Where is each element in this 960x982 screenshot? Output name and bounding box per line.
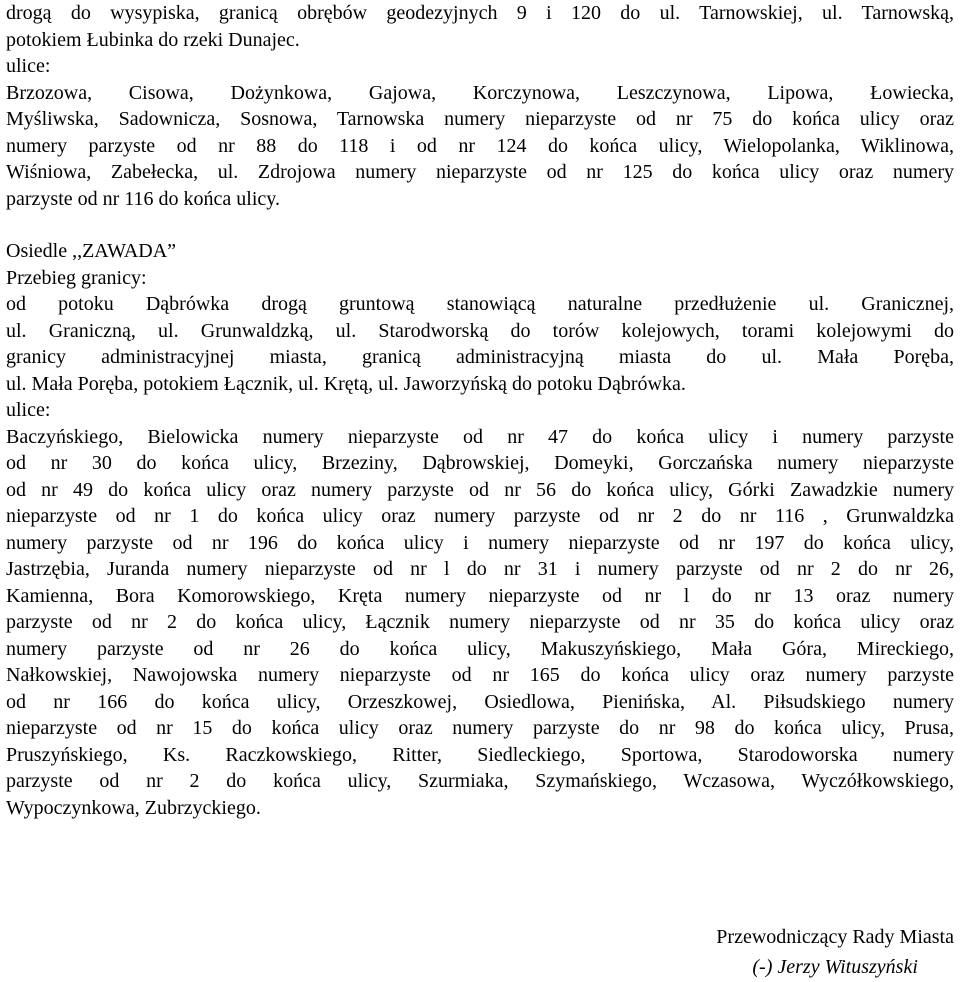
streets-line: od nr 49 do końca ulicy oraz numery parzyste od nr 56 do końca ulicy, Górki Zawadzkie numery: [6, 478, 954, 501]
streets-line: Jastrzębia, Juranda numery nieparzyste od nr l do nr 31 i numery parzyste od nr 2 do nr 26,: [6, 558, 954, 580]
document-page: [6, 0, 954, 821]
streets-line: parzyste od nr 2 do końca ulicy, Szurmiaka, Szymańskiego, Wczasowa, Wyczółkowskiego,: [6, 770, 954, 792]
streets-line: numery parzyste od nr 196 do końca ulicy i numery nieparzyste od nr 197 do końca ulicy,: [6, 531, 954, 554]
signature-block: [716, 922, 954, 982]
streets-line: parzyste od nr 116 do końca ulicy.: [6, 187, 280, 210]
streets-line: Nałkowskiej, Nawojowska numery nieparzyste od nr 165 do końca ulicy oraz numery parzyste: [6, 664, 954, 686]
streets-line: nieparzyste od nr 1 do końca ulicy oraz numery parzyste od nr 2 do nr 116 , Grunwaldzka: [6, 505, 954, 527]
boundary-line: drogą do wysypiska, granicą obrębów geodezyjnych 9 i 120 do ul. Tarnowskiej, ul. Tarnowską,: [6, 2, 954, 24]
signature-name: (-) Jerzy Wituszyński: [752, 956, 918, 978]
streets-line: od nr 166 do końca ulicy, Orzeszkowej, Osiedlowa, Pienińska, Al. Piłsudskiego numery: [6, 690, 954, 713]
signature-title: Przewodniczący Rady Miasta: [716, 926, 954, 948]
streets-line: Baczyńskiego, Bielowicka numery nieparzyste od nr 47 do końca ulicy i numery parzyste: [6, 425, 954, 448]
streets-line: Kamienna, Bora Komorowskiego, Kręta numery nieparzyste od nr l do nr 13 oraz numery: [6, 584, 954, 607]
boundary-line: ul. Mała Poręba, potokiem Łącznik, ul. Krętą, ul. Jaworzyńską do potoku Dąbrówka.: [6, 372, 686, 395]
boundary-line: granicy administracyjnej miasta, granicą administracyjną miasta do ul. Mała Poręba,: [6, 346, 954, 368]
streets-line: Wypoczynkowa, Zubrzyckiego.: [6, 796, 261, 819]
streets-line: Wiśniowa, Zabełecka, ul. Zdrojowa numery nieparzyste od nr 125 do końca ulicy oraz numery: [6, 161, 954, 183]
streets-line: Brzozowa, Cisowa, Dożynkowa, Gajowa, Korczynowa, Leszczynowa, Lipowa, Łowiecka,: [6, 81, 954, 104]
section-heading: Osiedle ,,ZAWADA”: [6, 240, 177, 262]
streets-label: ulice:: [6, 55, 51, 77]
streets-line: od nr 30 do końca ulicy, Brzeziny, Dąbrowskiej, Domeyki, Gorczańska numery nieparzyste: [6, 452, 954, 474]
boundary-label: Przebieg granicy:: [6, 266, 147, 289]
streets-line: numery parzyste od nr 26 do końca ulicy, Makuszyńskiego, Mała Góra, Mireckiego,: [6, 637, 954, 660]
streets-line: Pruszyńskiego, Ks. Raczkowskiego, Ritter, Siedleckiego, Sportowa, Starodoworska numery: [6, 743, 954, 766]
boundary-line: potokiem Łubinka do rzeki Dunajec.: [6, 28, 300, 51]
section-spacer: [6, 212, 954, 238]
boundary-line: ul. Graniczną, ul. Grunwaldzką, ul. Starodworską do torów kolejowych, torami kolejowymi do: [6, 319, 954, 342]
streets-line: nieparzyste od nr 15 do końca ulicy oraz numery parzyste do nr 98 do końca ulicy, Prusa,: [6, 717, 954, 739]
streets-line: Myśliwska, Sadownicza, Sosnowa, Tarnowska numery nieparzyste od nr 75 do końca ulicy oraz: [6, 108, 954, 130]
streets-label: ulice:: [6, 399, 51, 421]
streets-line: parzyste od nr 2 do końca ulicy, Łącznik numery nieparzyste od nr 35 do końca ulicy oraz: [6, 611, 954, 633]
boundary-line: od potoku Dąbrówka drogą gruntową stanowiącą naturalne przedłużenie ul. Granicznej,: [6, 293, 954, 315]
streets-line: numery parzyste od nr 88 do 118 i od nr 124 do końca ulicy, Wielopolanka, Wiklinowa,: [6, 134, 954, 157]
